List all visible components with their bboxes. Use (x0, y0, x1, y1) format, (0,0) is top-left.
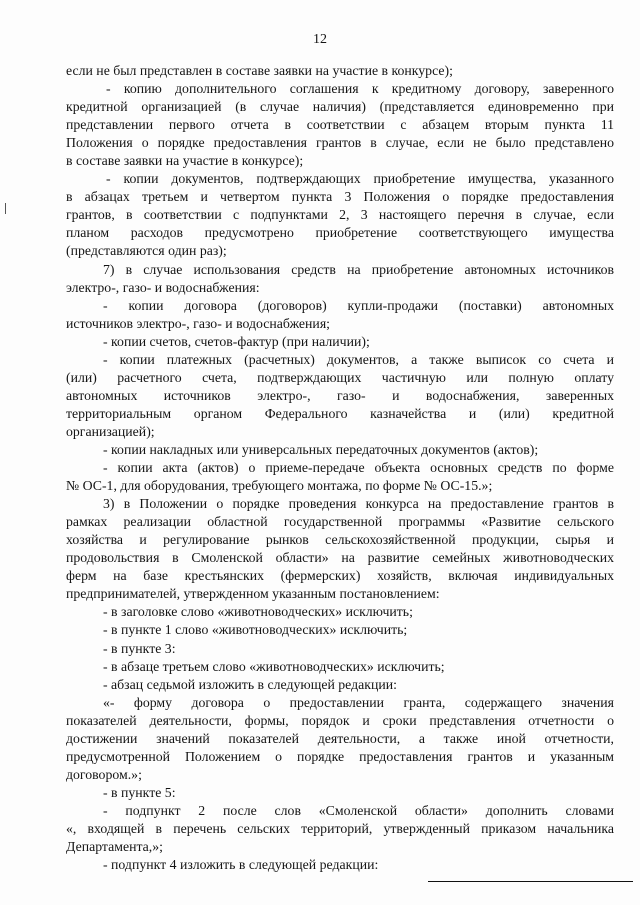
text-line: - в пункте 5: (103, 784, 176, 800)
text-line: - копии документов, подтверждающих приобретение имущества, указанного (106, 171, 614, 187)
text-line: 7) в случае использования средств на приобретение автономных источников (103, 261, 614, 277)
page-number: 12 (313, 32, 327, 47)
text-line: - подпункт 2 после слов «Смоленской области» дополнить словами (103, 802, 614, 818)
text-line: - в пункте 1 слово «животноводческих» исключить; (103, 622, 408, 638)
text-line: Департамента,»; (66, 839, 163, 855)
document-body (66, 62, 614, 874)
text-line: если не был представлен в составе заявки на участие в конкурсе); (66, 63, 453, 78)
text-line: представлении первого отчета в соответствии с абзацем вторым пункта 11 (66, 117, 614, 133)
text-line: (представляются один раз); (66, 243, 227, 259)
text-line: в абзацах третьем и четвертом пункта 3 Положения о порядке предоставления (66, 189, 614, 205)
text-line: предусмотренной Положением о порядке предоставления грантов и указанным (66, 748, 614, 764)
text-line: - копии платежных (расчетных) документов, а также выписок со счета и (103, 351, 614, 367)
margin-mark (5, 203, 6, 214)
text-line: грантов, в соответствии с подпунктами 2, 3 настоящего перечня в случае, если (66, 207, 614, 223)
text-line: электро-, газо- и водоснабжения: (66, 279, 260, 295)
text-line: Положения о порядке предоставления грантов в случае, если не было представлено (66, 135, 614, 151)
text-line: - копии акта (актов) о приеме-передаче объекта основных средств по форме (103, 460, 614, 476)
text-line: 3) в Положении о порядке проведения конкурса на предоставление грантов в (103, 496, 614, 512)
text-line: в составе заявки на участие в конкурсе); (66, 153, 304, 169)
text-line: - в пункте 3: (103, 640, 176, 656)
text-line: хозяйства и регулирование рынков сельскохозяйственной продукции, сырья и (66, 532, 614, 548)
text-line: - копию дополнительного соглашения к кредитному договору, заверенного (106, 81, 614, 97)
text-line: «- форму договора о предоставлении гранта, содержащего значения (103, 694, 614, 710)
text-line: № ОС-1, для оборудования, требующего монтажа, по форме № ОС-15.»; (66, 478, 493, 494)
text-line: ферм на базе крестьянских (фермерских) хозяйств, включая индивидуальных (66, 568, 614, 584)
text-line: «, входящей в перечень сельских территорий, утвержденный приказом начальника (66, 820, 614, 836)
text-line: планом расходов предусмотрено приобретение соответствующего имущества (66, 225, 614, 241)
text-line: - подпункт 4 изложить в следующей редакции: (103, 857, 379, 873)
text-line: рамках реализации областной государственной программы «Развитие сельского (66, 514, 614, 530)
text-line: продовольствия в Смоленской области» на развитие семейных животноводческих (66, 550, 614, 566)
bottom-rule (428, 881, 633, 882)
text-line: - копии накладных или универсальных передаточных документов (актов); (103, 441, 539, 457)
text-line: - абзац седьмой изложить в следующей редакции: (103, 676, 397, 692)
text-line: - в абзаце третьем слово «животноводческих» исключить; (103, 658, 445, 674)
text-line: предпринимателей, утвержденном указанным постановлением: (66, 586, 440, 602)
text-line: организацией); (66, 423, 155, 439)
text-line: (или) расчетного счета, подтверждающих частичную или полную оплату (66, 369, 614, 385)
text-line: достижении значений показателей деятельности, а также иной отчетности, (66, 730, 614, 746)
text-line: кредитной организацией (в случае наличия) (представляется единовременно при (66, 99, 614, 115)
text-line: источников электро-, газо- и водоснабжения; (66, 315, 330, 331)
text-line: - копии счетов, счетов-фактур (при наличии); (103, 333, 370, 349)
text-line: - копии договора (договоров) купли-продажи (поставки) автономных (103, 297, 614, 313)
text-line: договором.»; (66, 766, 142, 782)
text-line: территориальным органом Федерального казначейства и (или) кредитной (66, 405, 614, 421)
text-line: автономных источников электро-, газо- и водоснабжения, заверенных (66, 387, 614, 403)
text-line: показателей деятельности, формы, порядок и сроки представления отчетности о (66, 712, 614, 728)
text-line: - в заголовке слово «животноводческих» исключить; (103, 604, 413, 620)
